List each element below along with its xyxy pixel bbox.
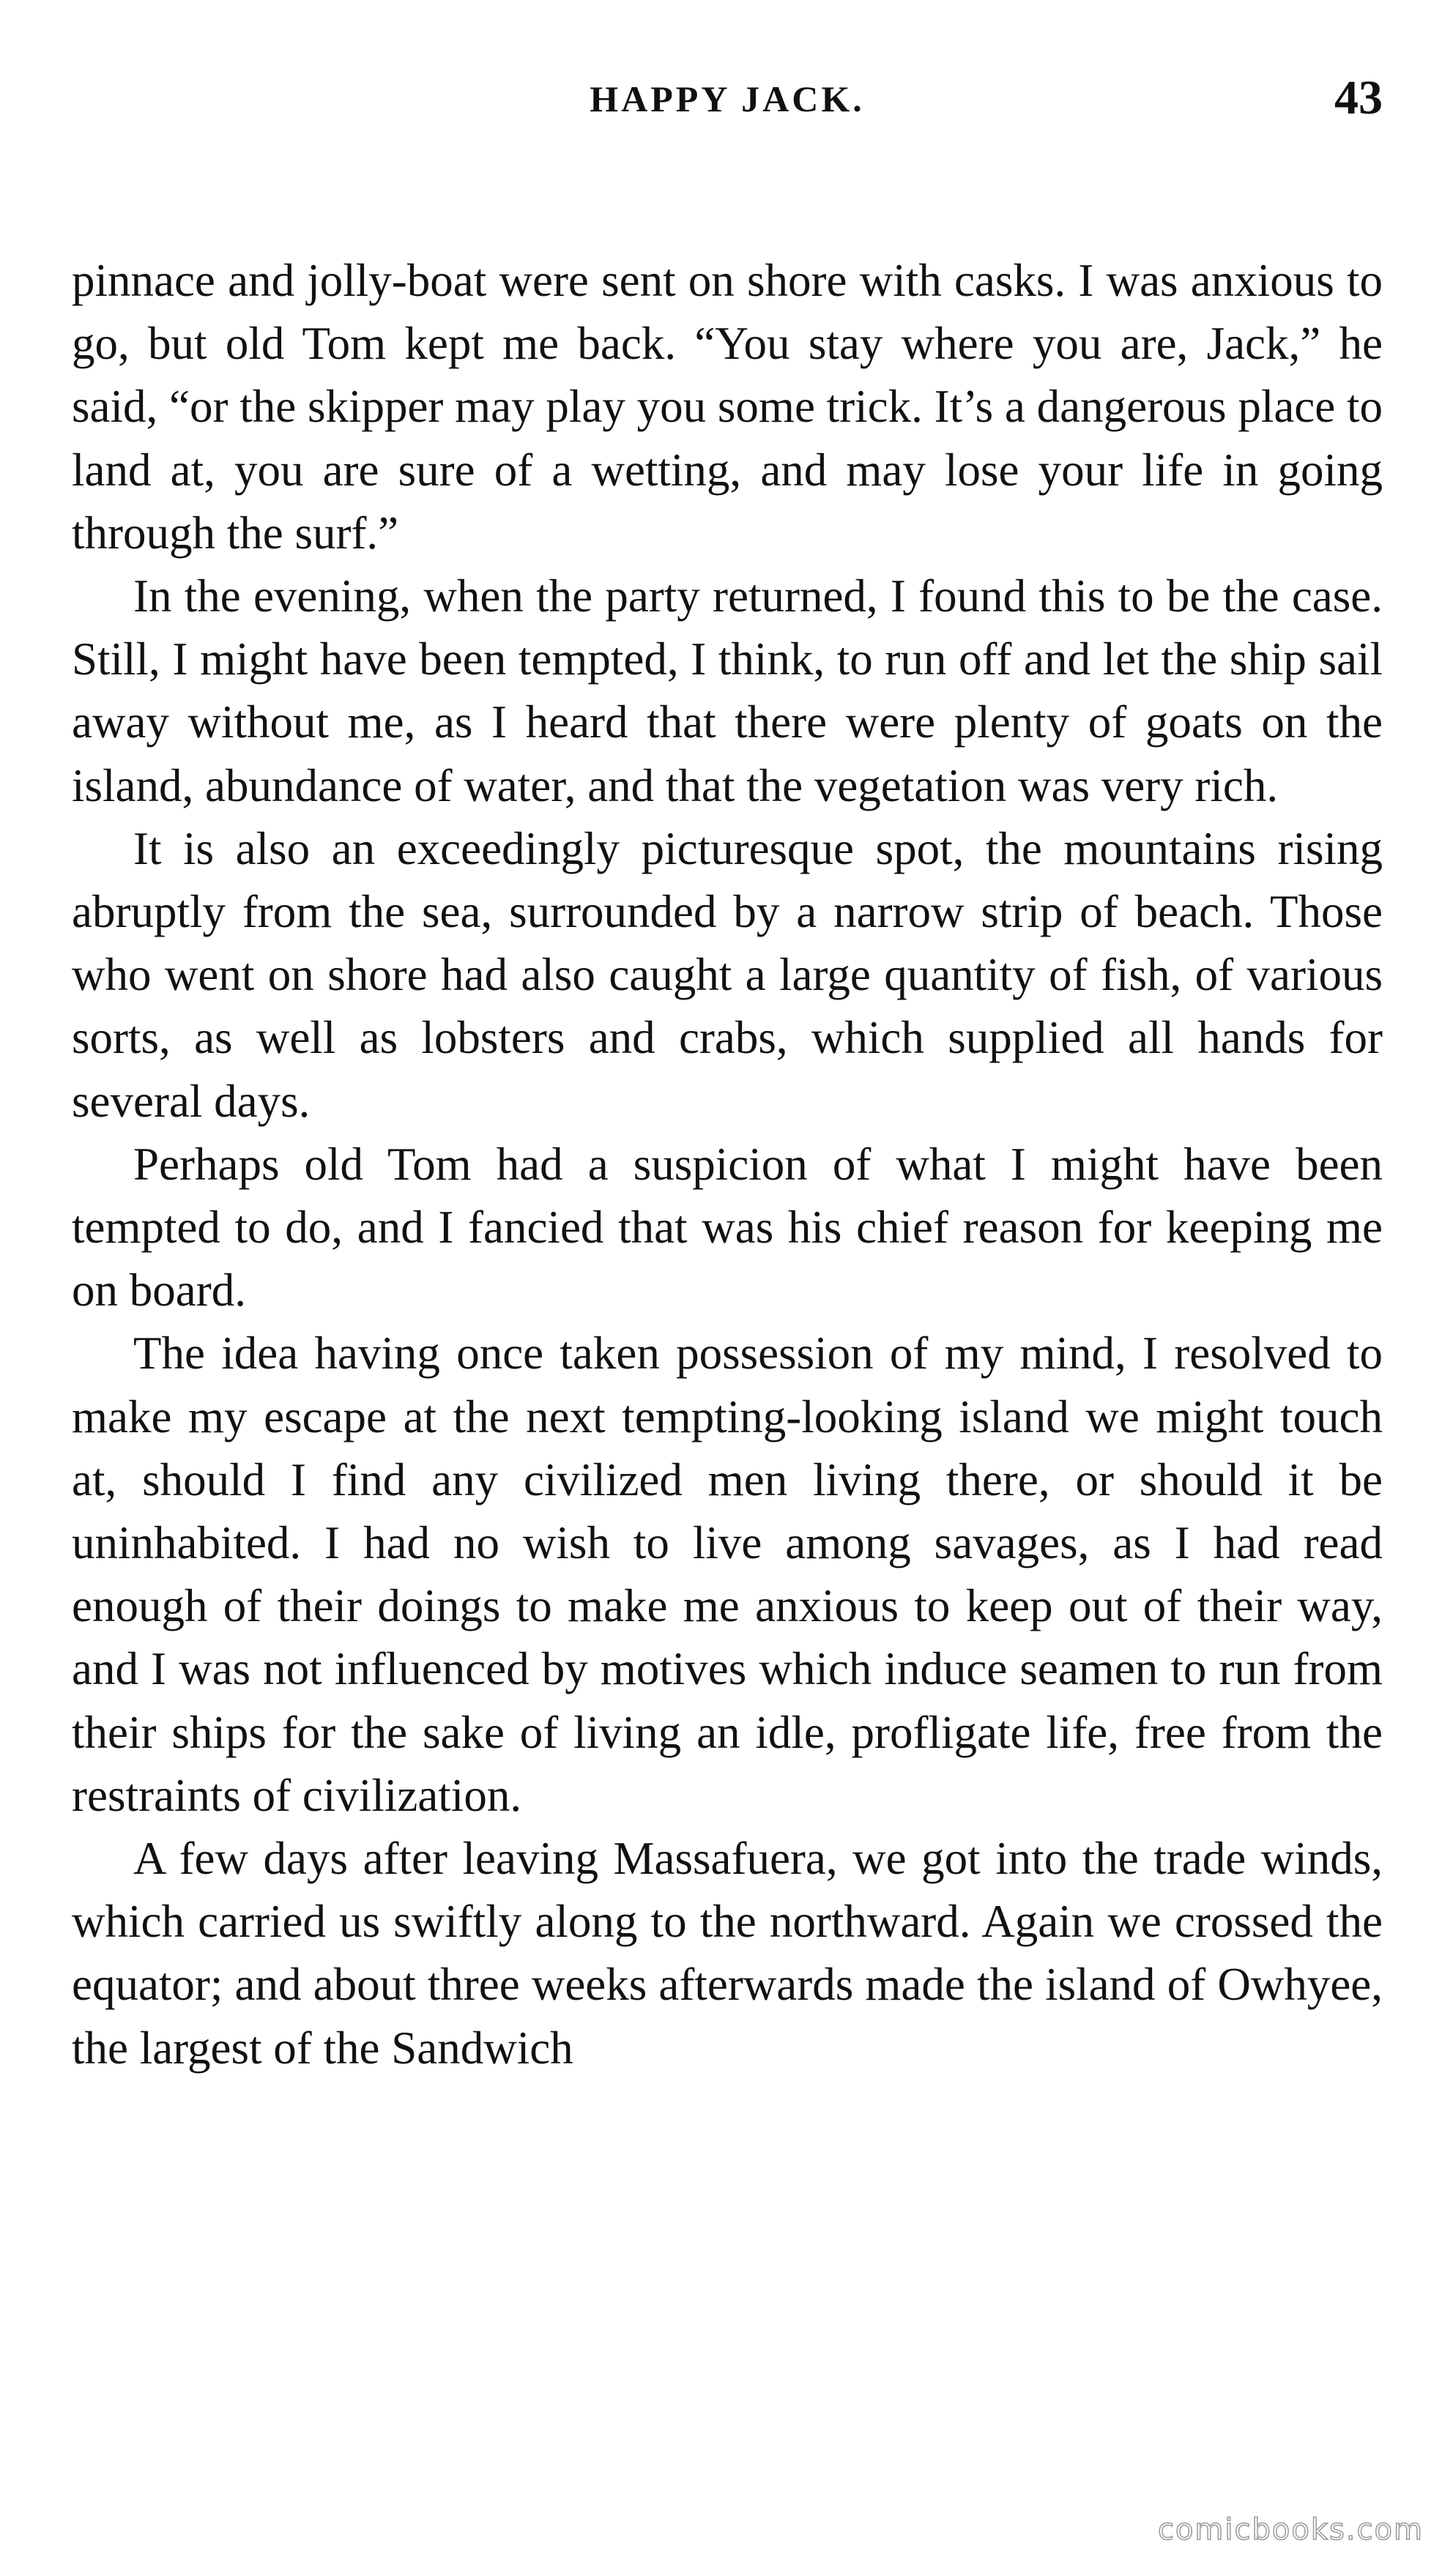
paragraph-4: Perhaps old Tom had a suspicion of what I might have been tempted to do, and I fancied that was his chief reason for keeping me on board.	[72, 1138, 1383, 1317]
watermark: comicbooks.com	[1157, 2513, 1424, 2547]
body-text	[72, 249, 1383, 2080]
book-page	[72, 66, 1383, 2504]
page-number: 43	[1334, 71, 1383, 124]
paragraph-3: It is also an exceedingly picturesque spot, the mountains rising abruptly from the sea, surrounded by a narrow strip of beach. Those who went on shore had also caught a large quantity of fish, of various sorts, as well as lobsters and crabs, which supplied all hands for several days.	[72, 822, 1383, 1127]
page-header	[72, 66, 1383, 139]
running-head-title: HAPPY JACK.	[590, 78, 865, 119]
paragraph-2: In the evening, when the party returned, I found this to be the case. Still, I might have been tempted, I think, to run off and let the ship sail away without me, as I heard that there were plenty of goats on the island, abundance of water, and that the vegetation was very rich.	[72, 570, 1383, 811]
paragraph-1: pinnace and jolly-boat were sent on shore with casks. I was anxious to go, but old Tom kept me back. “You stay where you are, Jack,” he said, “or the skipper may play you some trick. It’s a dangerous place to land at, you are sure of a wetting, and may lose your life in going through the surf.”	[72, 255, 1383, 559]
paragraph-5: The idea having once taken possession of my mind, I resolved to make my escape at the next tempting-looking island we might touch at, should I find any civilized men living there, or should it be uninhabited. I had no wish to live among savages, as I had read enough of their doings to make me anxious to keep out of their way, and I was not influenced by motives which induce seamen to run from their ships for the sake of living an idle, profligate life, free from the restraints of civilization.	[72, 1328, 1383, 1821]
paragraph-6: A few days after leaving Massafuera, we got into the trade winds, which carried us swiftly along to the northward. Again we crossed the equator; and about three weeks afterwards made the island of Owhyee, the largest of the Sandwich	[72, 1833, 1383, 2074]
